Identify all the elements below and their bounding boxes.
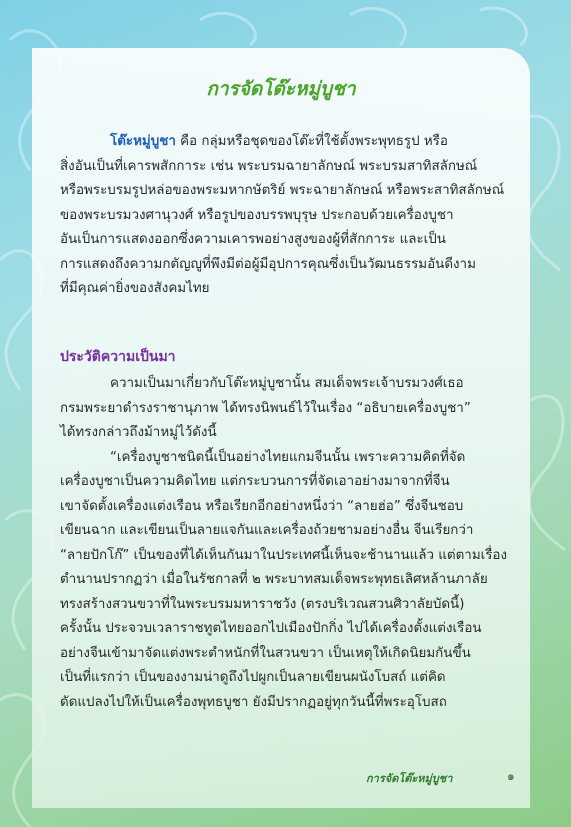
page-title: การจัดโต๊ะหมู่บูชา [206, 78, 356, 100]
intro-line: อันเป็นการแสดงออกซึ่งความเคารพอย่างสูงของผู้ที่สักการะ และเป็น [60, 232, 446, 247]
quote-line: ดัดแปลงไปให้เป็นเครื่องพุทธบูชา ยังมีปรากฏอยู่ทุกวันนี้ที่พระอุโบสถ [60, 694, 447, 710]
history-paragraph [60, 372, 515, 715]
intro-line: การแสดงถึงความกตัญญูที่พึงมีต่อผู้มีอุปการคุณซึ่งเป็นวัฒนธรรมอันดีงาม [60, 256, 476, 272]
quote-line: ทรงสร้างสวนขวาที่ในพระบรมมหาราชวัง (ตรงบริเวณสวนศิวาลัยบัดนี้) [60, 596, 465, 612]
quote-line: อย่างจีนเข้ามาจัดแต่งพระตำหนักที่ในสวนขวา เป็นเหตุให้เกิดนิยมกันขึ้น [60, 645, 471, 661]
intro-line: ที่มีคุณค่ายิ่งของสังคมไทย [60, 281, 210, 296]
intro-line-rest: คือ กลุ่มหรือชุดของโต๊ะที่ใช้ตั้งพระพุทธรูป หรือ [175, 134, 448, 149]
footer-title: การจัดโต๊ะหมู่บูชา [366, 772, 453, 785]
intro-term: โต๊ะหมู่บูชา [110, 134, 176, 149]
page-number: ๑ [507, 769, 515, 783]
history-line: ความเป็นมาเกี่ยวกับโต๊ะหมู่บูชานั้น สมเด็จพระเจ้าบรมวงศ์เธอ [110, 376, 464, 391]
quote-line: เขียนฉาก และเขียนเป็นลายแจกันและเครื่องถ้วยชามอย่างอื่น จีนเรียกว่า [60, 523, 474, 538]
quote-line: “ลายปักโก๊” เป็นของที่ได้เห็นกันมาในประเทศนี้เห็นจะช้านานแล้ว แต่ตามเรื่อง [60, 547, 507, 563]
quote-line: เขาจัดตั้งเครื่องแต่งเรือน หรือเรียกอีกอย่างหนึ่งว่า “ลายฮ่อ” ซึ่งจีนชอบ [60, 498, 464, 514]
intro-line: สิ่งอันเป็นที่เคารพสักการะ เช่น พระบรมฉายาลักษณ์ พระบรมสาทิสลักษณ์ [60, 158, 478, 174]
intro-line [60, 130, 515, 155]
quote-line: เป็นที่แรกว่า เป็นของงามน่าดูถึงไปผูกเป็นลายเขียนผนังโบสถ์ แต่คิด [60, 670, 446, 685]
quote-line: เครื่องบูชาเป็นความคิดไทย แต่กระบวนการที่จัดเอาอย่างมาจากที่จีน [60, 474, 450, 489]
quote-line: ตำนานปรากฏว่า เมื่อในรัชกาลที่ ๒ พระบาทสมเด็จพระพุทธเลิศหล้านภาลัย [60, 572, 488, 587]
quote-line: “เครื่องบูชาชนิดนี้เป็นอย่างไทยแกมจีนนั้น เพราะความคิดที่จัด [110, 449, 466, 465]
history-line: กรมพระยาดำรงราชานุภาพ ได้ทรงนิพนธ์ไว้ในเรื่อง “อธิบายเครื่องบูชา” [60, 400, 471, 416]
history-line: ได้ทรงกล่าวถึงม้าหมู่ไว้ดังนี้ [60, 425, 217, 440]
intro-paragraph [60, 130, 515, 302]
intro-line: ของพระบรมวงศานุวงศ์ หรือรูปของบรรพบุรุษ ประกอบด้วยเครื่องบูชา [60, 207, 454, 223]
section-heading: ประวัติความเป็นมา [60, 349, 176, 365]
intro-line: หรือพระบรมรูปหล่อของพระมหากษัตริย์ พระฉายาลักษณ์ หรือพระสาทิสลักษณ์ [60, 183, 505, 198]
quote-line: ครั้งนั้น ประจวบเวลาราชทูตไทยออกไปเมืองปักกิ่ง ไปได้เครื่องตั้งแต่งเรือน [60, 621, 482, 636]
